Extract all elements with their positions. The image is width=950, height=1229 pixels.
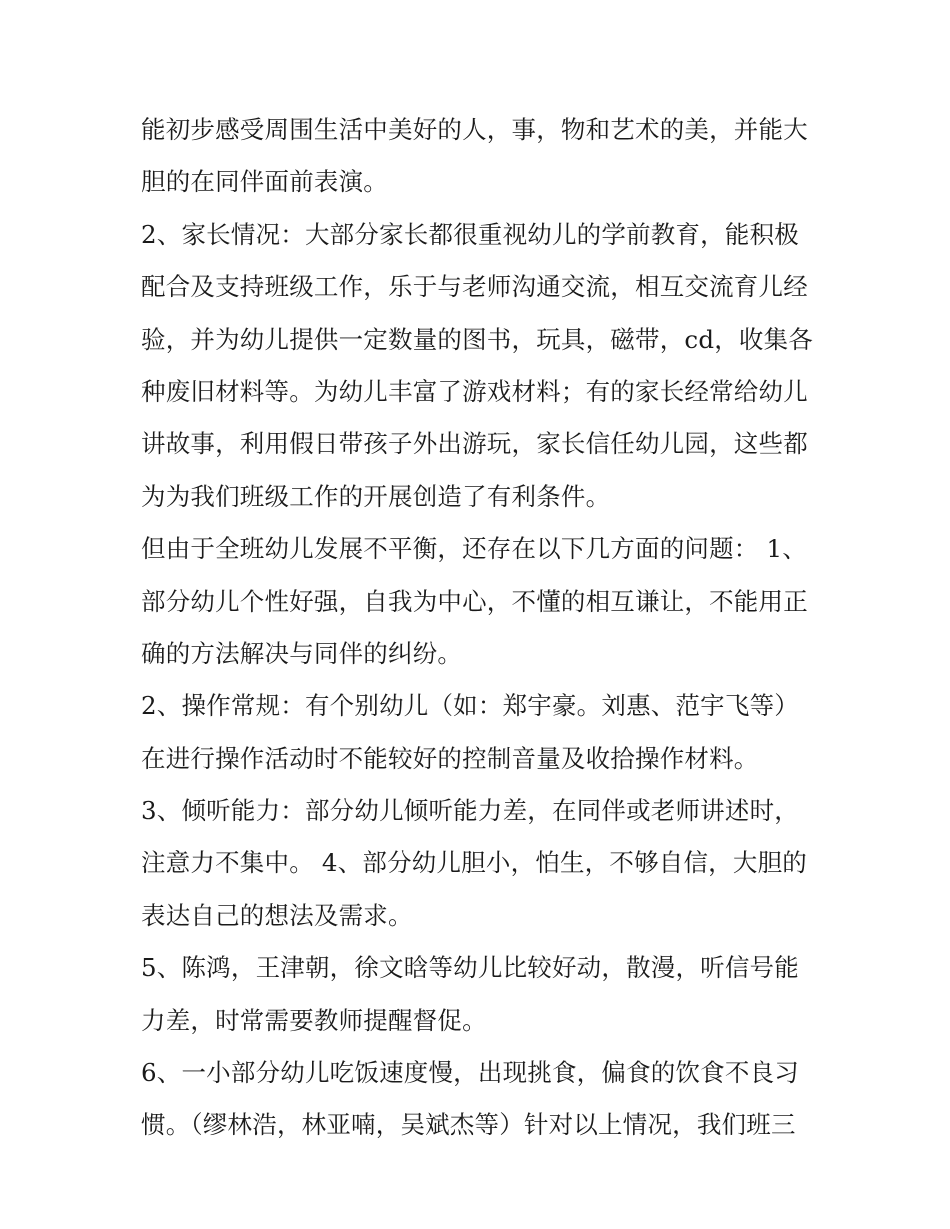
text-line-12: 2、操作常规：有个别幼儿（如：郑宇豪。刘惠、范宇飞等） [141, 691, 799, 721]
text-line-18: 力差，时常需要教师提醒督促。 [141, 1005, 487, 1035]
text-line-13: 在进行操作活动时不能较好的控制音量及收拾操作材料。 [141, 743, 759, 773]
text-line-11: 确的方法解决与同伴的纠纷。 [141, 638, 463, 668]
text-line-14: 3、倾听能力：部分幼儿倾听能力差，在同伴或老师讲述时， [141, 796, 799, 826]
text-line-19: 6、一小部分幼儿吃饭速度慢，出现挑食，偏食的饮食不良习 [141, 1058, 799, 1088]
text-line-3: 2、家长情况：大部分家长都很重视幼儿的学前教育，能积极 [141, 219, 799, 249]
text-line-16: 表达自己的想法及需求。 [141, 900, 413, 930]
text-line-15: 注意力不集中。 4、部分幼儿胆小，怕生，不够自信，大胆的 [141, 848, 807, 878]
document-body [141, 104, 821, 1152]
text-line-20: 惯。（缪林浩，林亚喃，吴斌杰等）针对以上情况，我们班三 [141, 1110, 796, 1140]
text-line-7: 讲故事，利用假日带孩子外出游玩，家长信任幼儿园，这些都 [141, 429, 808, 459]
text-line-17: 5、陈鸿，王津朝，徐文晗等幼儿比较好动，散漫，听信号能 [141, 953, 799, 983]
text-line-2: 胆的在同伴面前表演。 [141, 167, 388, 197]
text-line-10: 部分幼儿个性好强，自我为中心，不懂的相互谦让，不能用正 [141, 586, 808, 616]
text-line-5: 验，并为幼儿提供一定数量的图书，玩具，磁带，cd，收集各 [141, 324, 814, 354]
text-line-1: 能初步感受周围生活中美好的人，事，物和艺术的美，并能大 [141, 115, 808, 144]
text-line-9: 但由于全班幼儿发展不平衡，还存在以下几方面的问题： 1、 [141, 534, 807, 564]
text-line-6: 种废旧材料等。为幼儿丰富了游戏材料；有的家长经常给幼儿 [141, 376, 808, 406]
text-line-8: 为为我们班级工作的开展创造了有利条件。 [141, 481, 611, 511]
text-line-4: 配合及支持班级工作，乐于与老师沟通交流，相互交流育儿经 [141, 272, 808, 302]
